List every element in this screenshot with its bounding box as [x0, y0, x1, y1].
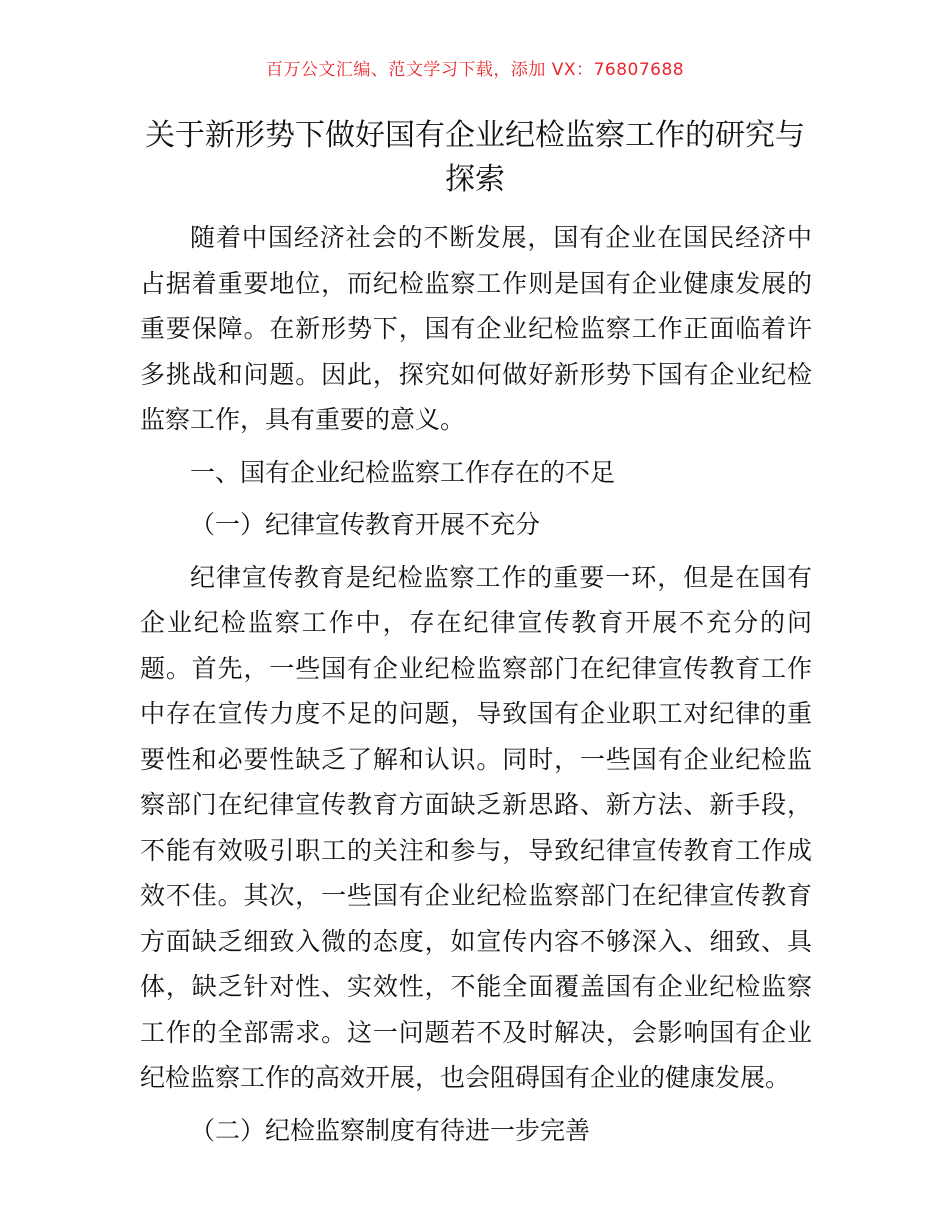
- document-body: [140, 215, 812, 1160]
- subsection-heading-2: （二）纪检监察制度有待进一步完善: [190, 1115, 591, 1145]
- subsection-heading-1: （一）纪律宣传教育开展不充分: [190, 510, 541, 539]
- document-title: 关于新形势下做好国有企业纪检监察工作的研究与探索: [145, 118, 805, 197]
- intro-paragraph: 随着中国经济社会的不断发展，国有企业在国民经济中占据着重要地位，而纪检监察工作则是国有企业健康发展的重要保障。在新形势下，国有企业纪检监察工作正面临着许多挑战和问题。因此，探究如何做好新形势下国有企业纪检监察工作，具有重要的意义。: [140, 223, 812, 434]
- section-heading-1: 一、国有企业纪检监察工作存在的不足: [190, 457, 616, 487]
- subsection-1-paragraph: 纪律宣传教育是纪检监察工作的重要一环，但是在国有企业纪检监察工作中，存在纪律宣传教育开展不充分的问题。首先，一些国有企业纪检监察部门在纪律宣传教育工作中存在宣传力度不足的问题，导致国有企业职工对纪律的重要性和必要性缺乏了解和认识。同时，一些国有企业纪检监察部门在纪律宣传教育方面缺乏新思路、新方法、新手段，不能有效吸引职工的关注和参与，导致纪律宣传教育工作成效不佳。其次，一些国有企业纪检监察部门在纪律宣传教育方面缺乏细致入微的态度，如宣传内容不够深入、细致、具体，缺乏针对性、实效性，不能全面覆盖国有企业纪检监察工作的全部需求。这一问题若不及时解决，会影响国有企业纪检监察工作的高效开展，也会阻碍国有企业的健康发展。: [140, 562, 812, 1092]
- watermark-banner: 百万公文汇编、范文学习下载，添加 VX：76807688: [265, 60, 685, 80]
